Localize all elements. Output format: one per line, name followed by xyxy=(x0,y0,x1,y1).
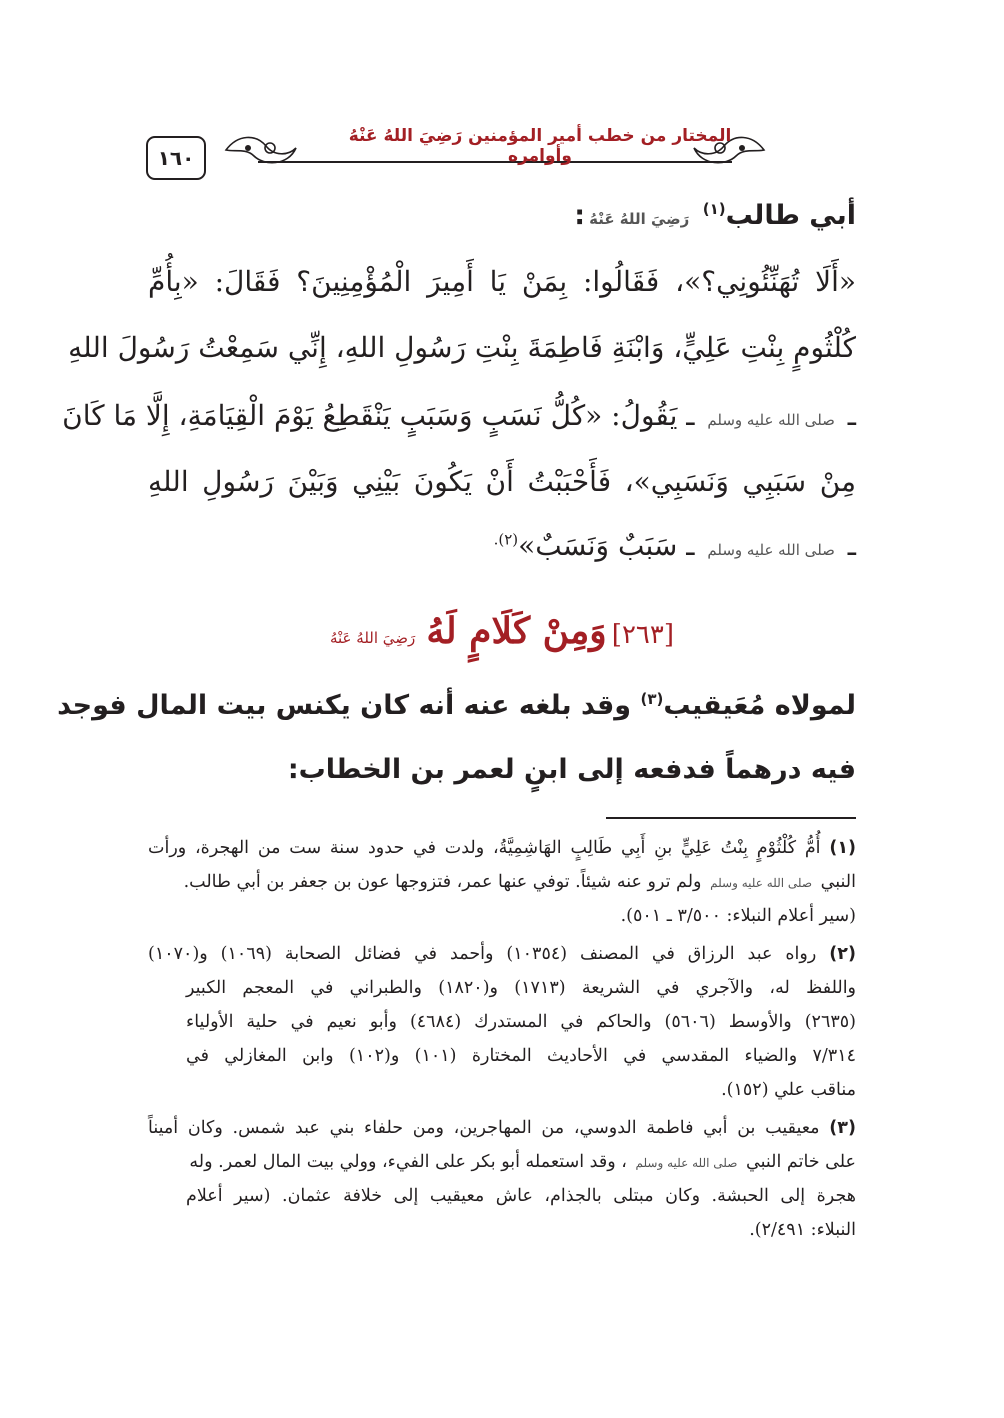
salutation-honorific: صلى الله عليه وسلم xyxy=(707,411,835,429)
intro-text: أبي طالب xyxy=(725,200,856,231)
honorific-radiya: رَضِيَ اللهُ عَنْهُ xyxy=(589,210,690,228)
section-heading xyxy=(148,610,856,652)
hadith-line-2: كُلْثُومٍ بِنْتِ عَلِيٍّ، وَابْنَةِ فَاطِمَةَ بِنْتِ رَسُولِ اللهِ، إِنِّي سَمِعْتُ رَسُولَ اللهِ xyxy=(68,331,856,364)
footnote-3-text: ، وقد استعمله أبو بكر على الفيء، وولي بيت المال لعمر. وله xyxy=(189,1152,627,1172)
footnote-ref-1: (١) xyxy=(702,200,726,218)
hadith-line-5 xyxy=(148,526,856,570)
footnote-3-line-4: النبلاء: ٢/٤٩١). xyxy=(749,1220,856,1240)
salutation-honorific: صلى الله عليه وسلم xyxy=(707,541,835,559)
intro-line: أبي طالب$^{(١)}$ رَضِيَ اللهُ عَنْهُ: xyxy=(574,200,856,231)
footnote-3-text: معيقيب بن أبي فاطمة الدوسي، من المهاجرين، ومن حلفاء بني عبد شمس. وكان أميناً xyxy=(148,1118,820,1138)
footnote-1-line-2 xyxy=(183,870,856,895)
footnote-1-number: (١) xyxy=(829,838,856,858)
section-text-1a: لمولاه مُعَيقيب xyxy=(663,690,856,721)
footnote-3-line-3: هجرة إلى الحبشة. وكان مبتلى بالجذام، عاش معيقيب إلى خلافة عثمان. (سير أعلام xyxy=(186,1186,856,1206)
footnote-3-text: على خاتم النبي xyxy=(746,1152,856,1172)
footnote-3-line-1 xyxy=(148,1116,856,1140)
dash: ـ xyxy=(847,529,856,562)
section-title: وَمِنْ كَلَامٍ لَهُ xyxy=(426,610,607,652)
hadith-line-5-text: سَبَبٌ وَنَسَبٌ» xyxy=(518,529,678,562)
footnote-1-line-3: (سير أعلام النبلاء: ٣/٥٠٠ ـ ٥٠١). xyxy=(620,906,856,926)
footnote-2-text: رواه عبد الرزاق في المصنف (١٠٣٥٤) وأحمد في فضائل الصحابة (١٠٦٩) و(١٠٧٠) xyxy=(148,944,817,964)
running-header-title: المختار من خطب أمير المؤمنين رَضِيَ اللهُ عَنْهُ وأوامره xyxy=(348,126,732,166)
dash: ـ xyxy=(686,399,695,432)
footnote-2-number: (٢) xyxy=(829,944,856,964)
footnote-1-line-1 xyxy=(148,836,856,860)
page-number: ١٦٠ xyxy=(146,136,206,180)
footnote-2-line-5: مناقب علي (١٥٢). xyxy=(721,1080,856,1100)
hadith-line-4: مِنْ سَبَبِي وَنَسَبِي»، فَأَحْبَبْتُ أَنْ يَكُونَ بَيْنِي وَبَيْنَ رَسُولِ اللهِ xyxy=(148,465,856,498)
footnote-2-line-3: (٢٦٣٥) والأوسط (٥٦٠٦) والحاكم في المستدرك (٤٦٨٤) وأبو نعيم في حلية الأولياء xyxy=(186,1012,856,1032)
salutation-honorific: صلى الله عليه وسلم xyxy=(635,1156,738,1170)
footnote-2-line-4: ٧/٣١٤ والضياء المقدسي في الأحاديث المختارة (١٠١) و(١٠٢) وابن المغازلي في xyxy=(186,1046,856,1066)
footnote-2-line-2: واللفظ له، والآجري في الشريعة (١٧١٣) و(١٨٢٠) والطبراني في المعجم الكبير xyxy=(186,978,857,998)
footnote-3-number: (٣) xyxy=(829,1118,856,1138)
dash: ـ xyxy=(847,399,856,432)
hadith-line-3-text: يَقُولُ: «كُلُّ نَسَبٍ وَسَبَبٍ يَنْقَطِعُ يَوْمَ الْقِيَامَةِ، إِلَّا مَا كَانَ xyxy=(62,399,678,432)
hadith-line-1: «أَلَا تُهَنِّئُونِي؟»، فَقَالُوا: بِمَنْ يَا أَمِيرَ الْمُؤْمِنِينَ؟ فَقَالَ: «بِأُمِّ xyxy=(148,265,856,298)
salutation-honorific: صلى الله عليه وسلم xyxy=(710,876,813,890)
section-text-line-2: فيه درهماً فدفعه إلى ابنٍ لعمر بن الخطاب: xyxy=(287,754,856,785)
hadith-line-3 xyxy=(62,396,856,440)
section-number: [٢٦٣] xyxy=(611,620,675,650)
footnote-3-line-2 xyxy=(186,1150,856,1175)
footnote-separator xyxy=(606,817,856,819)
footnote-ref-3: (٣) xyxy=(640,690,664,708)
footnote-2-line-1 xyxy=(148,942,856,966)
dash: ـ xyxy=(686,529,695,562)
section-text-1b: وقد بلغه عنه أنه كان يكنس بيت المال فوجد xyxy=(57,690,632,721)
footnote-1-text: ولم ترو عنه شيئاً. توفي عنها عمر، فتزوجها عون بن جعفر بن أبي طالب. xyxy=(183,872,702,892)
section-text-line-1 xyxy=(57,686,856,726)
footnote-ref-2: (٢). xyxy=(493,530,519,549)
footnote-1-text: أُمُّ كُلْثُوْمٍ بِنْتُ عَلِيٍّ بنِ أَبِي طَالِبٍ الهَاشِمِيَّةُ، ولدت في حدود سنة ست من الهجرة، ورأت xyxy=(148,838,821,858)
footnote-1-text: النبي xyxy=(820,872,856,892)
section-honorific: رَضِيَ اللهُ عَنْهُ xyxy=(329,629,416,647)
